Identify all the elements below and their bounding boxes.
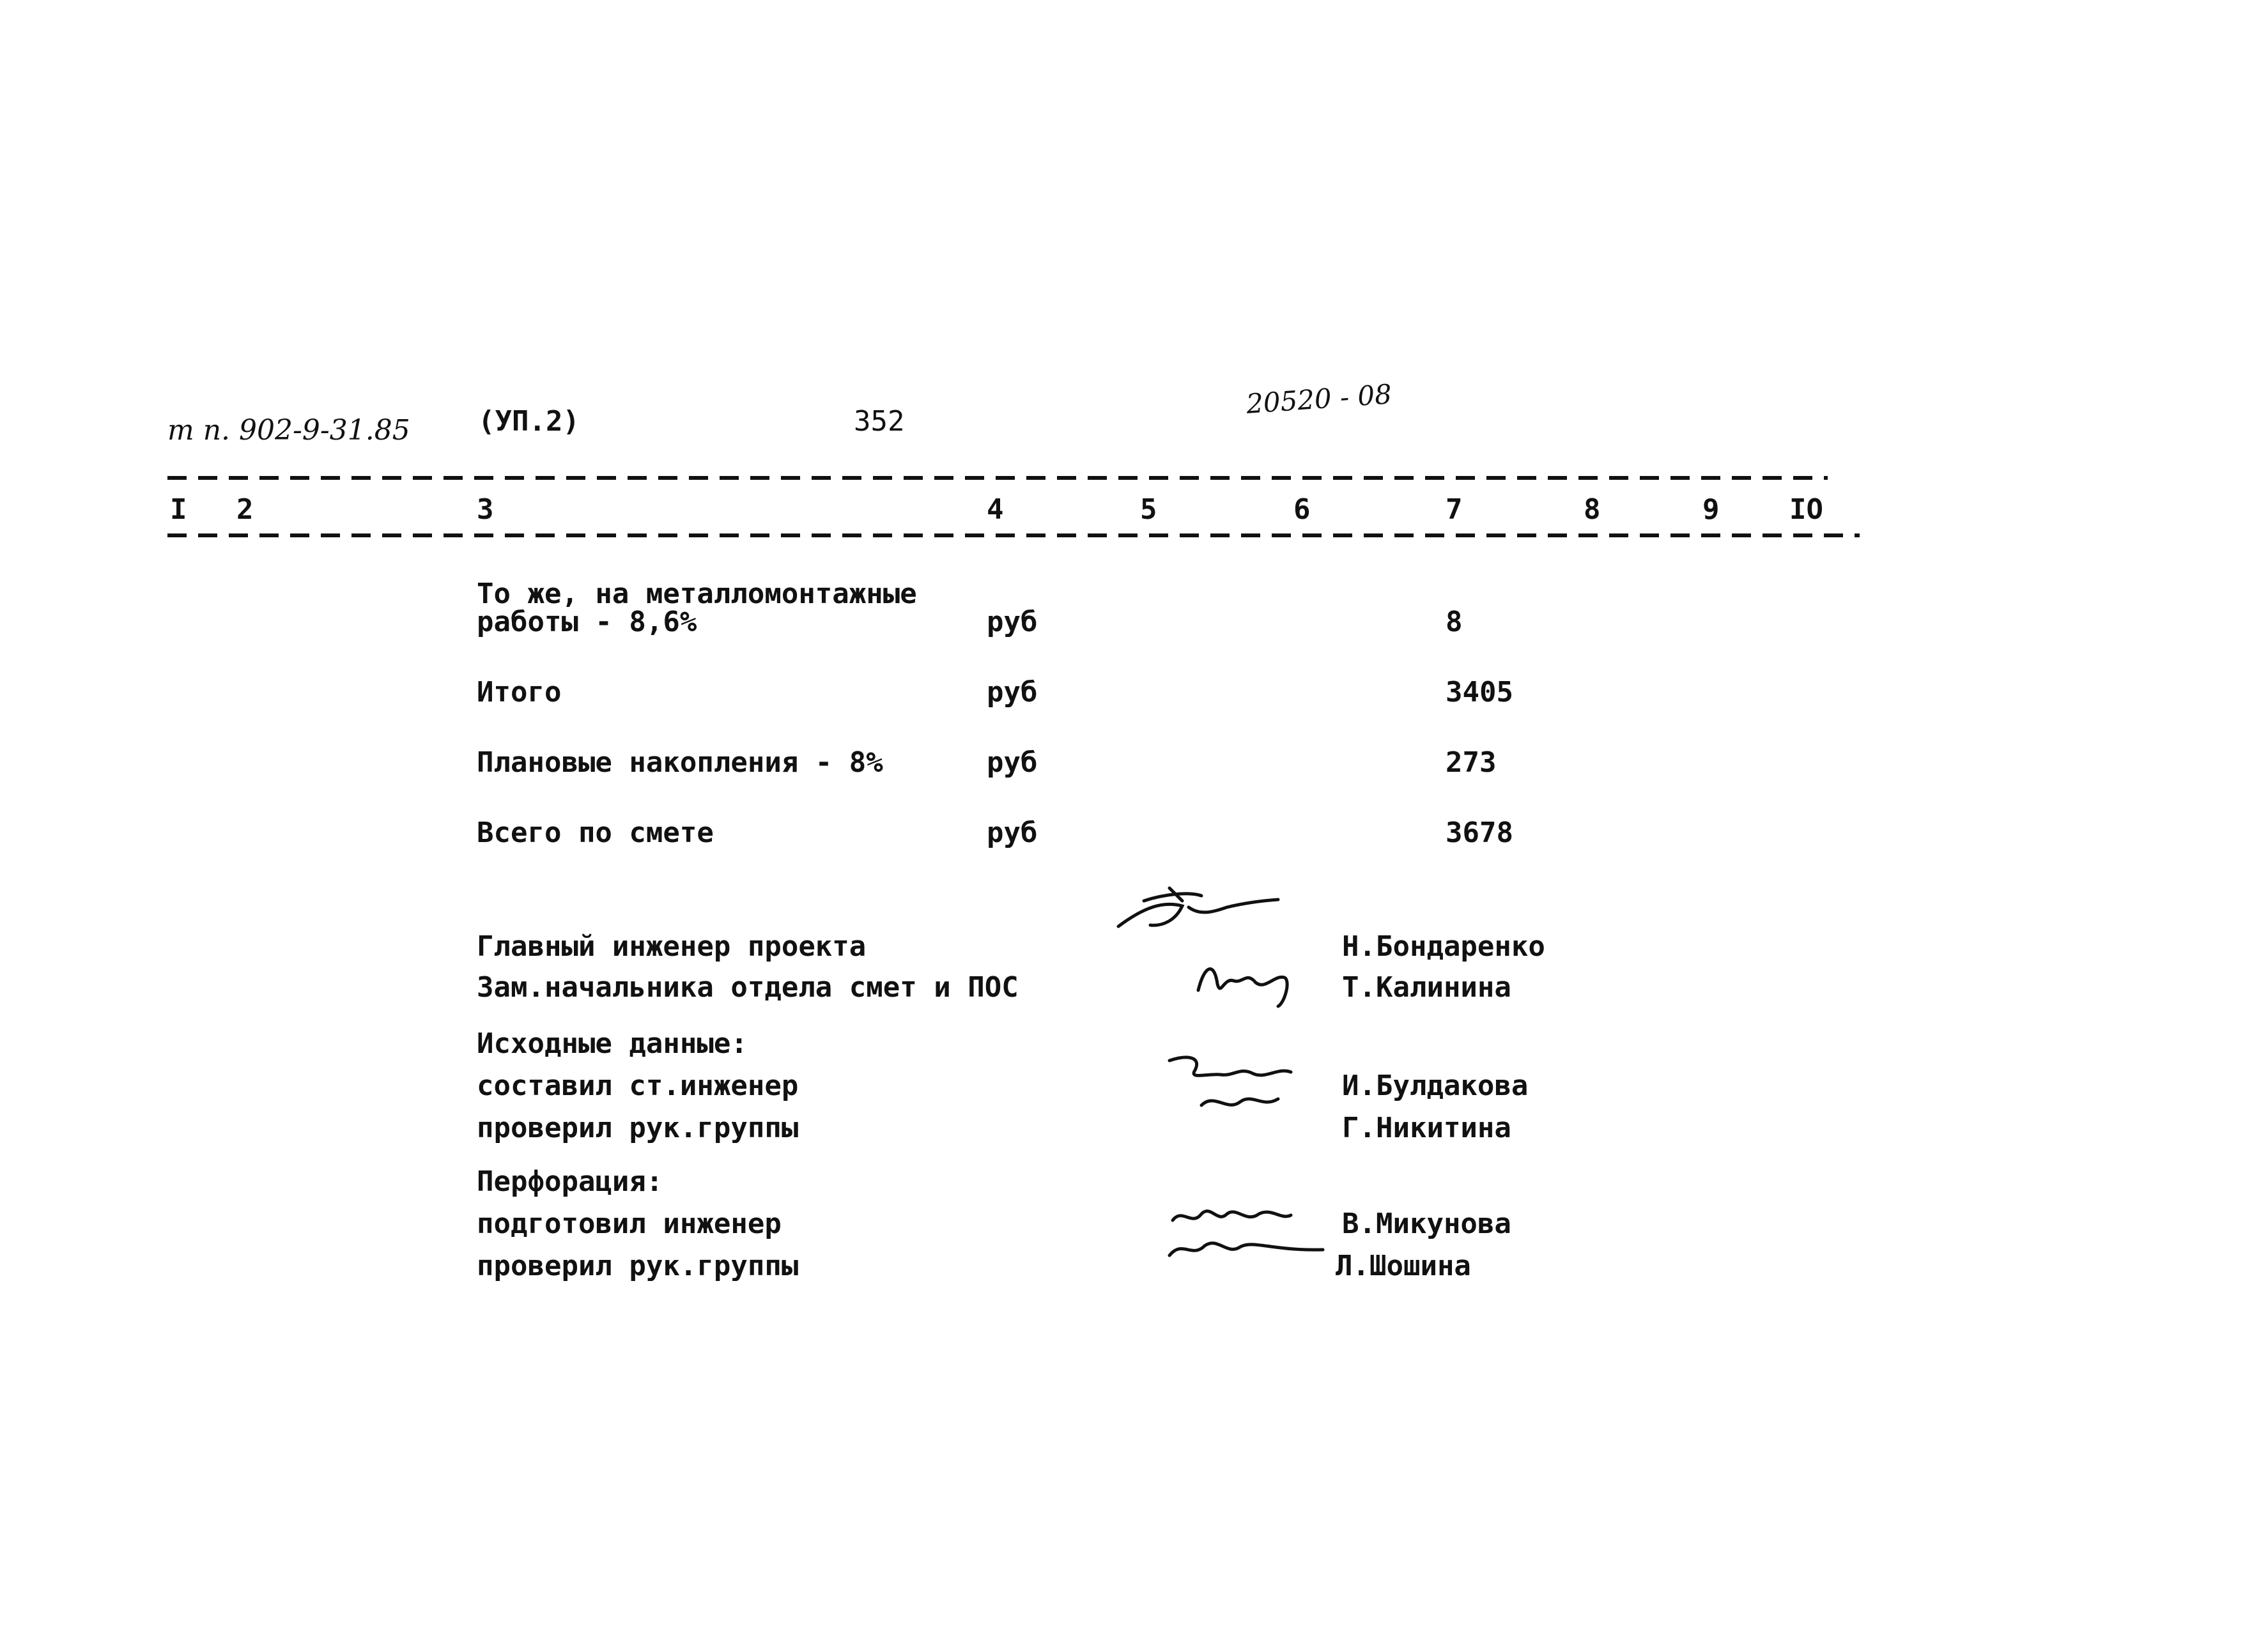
name-deputy-head: Т.Калинина <box>1342 971 1511 1004</box>
row-value: 3678 <box>1446 817 1513 849</box>
row-desc: Плановые накопления - 8% <box>477 746 883 779</box>
row-value: 3405 <box>1446 676 1513 709</box>
row-unit: руб <box>987 817 1038 849</box>
row-unit: руб <box>987 676 1038 709</box>
sheet-ref: (УП.2) <box>478 405 580 438</box>
name-prepared: В.Микунова <box>1342 1208 1511 1240</box>
role-deputy-head: Зам.начальника отдела смет и ПОС <box>477 971 1019 1004</box>
signature-kalinina <box>1189 952 1304 1009</box>
signature-buldakova <box>1163 1048 1304 1131</box>
column-number: 2 <box>236 493 254 526</box>
column-number: 5 <box>1140 493 1157 526</box>
page-number: 352 <box>854 405 905 438</box>
row-value: 8 <box>1446 606 1463 638</box>
perforation-heading: Перфорация: <box>477 1165 663 1198</box>
doc-code: т п. 902-9-31.85 <box>167 414 410 447</box>
signature-bondarenko <box>1106 882 1297 946</box>
row-desc-line1: То же, на металломонтажные <box>477 578 917 610</box>
row-unit: руб <box>987 746 1038 779</box>
role-prepared: подготовил инженер <box>477 1208 782 1240</box>
column-number: 4 <box>987 493 1004 526</box>
name-chief-engineer: Н.Бондаренко <box>1342 930 1545 963</box>
row-unit: руб <box>987 606 1038 638</box>
archive-number: 20520 - 08 <box>1245 378 1393 420</box>
column-number: 8 <box>1584 493 1601 526</box>
role-checked: проверил рук.группы <box>477 1250 799 1282</box>
column-number: IO <box>1789 493 1823 526</box>
row-desc-line2: работы - 8,6% <box>477 606 697 638</box>
row-desc: Итого <box>477 676 562 709</box>
column-number: 9 <box>1702 493 1720 526</box>
row-value: 273 <box>1446 746 1497 779</box>
header-bottom-rule <box>167 533 1860 537</box>
role-chief-engineer: Главный инженер проекта <box>477 930 867 963</box>
row-desc: Всего по смете <box>477 817 714 849</box>
column-number: 6 <box>1293 493 1311 526</box>
role-compiled: составил ст.инженер <box>477 1070 799 1102</box>
role-checked: проверил рук.группы <box>477 1112 799 1144</box>
column-number: 7 <box>1446 493 1463 526</box>
signature-mikunova <box>1163 1195 1329 1271</box>
column-number: 3 <box>477 493 494 526</box>
header-top-rule <box>167 476 1828 480</box>
source-data-heading: Исходные данные: <box>477 1027 748 1060</box>
name-compiled: И.Булдакова <box>1342 1070 1529 1102</box>
column-number: I <box>170 493 187 526</box>
name-checked: Г.Никитина <box>1342 1112 1511 1144</box>
name-checked: Л.Шошина <box>1336 1250 1471 1282</box>
